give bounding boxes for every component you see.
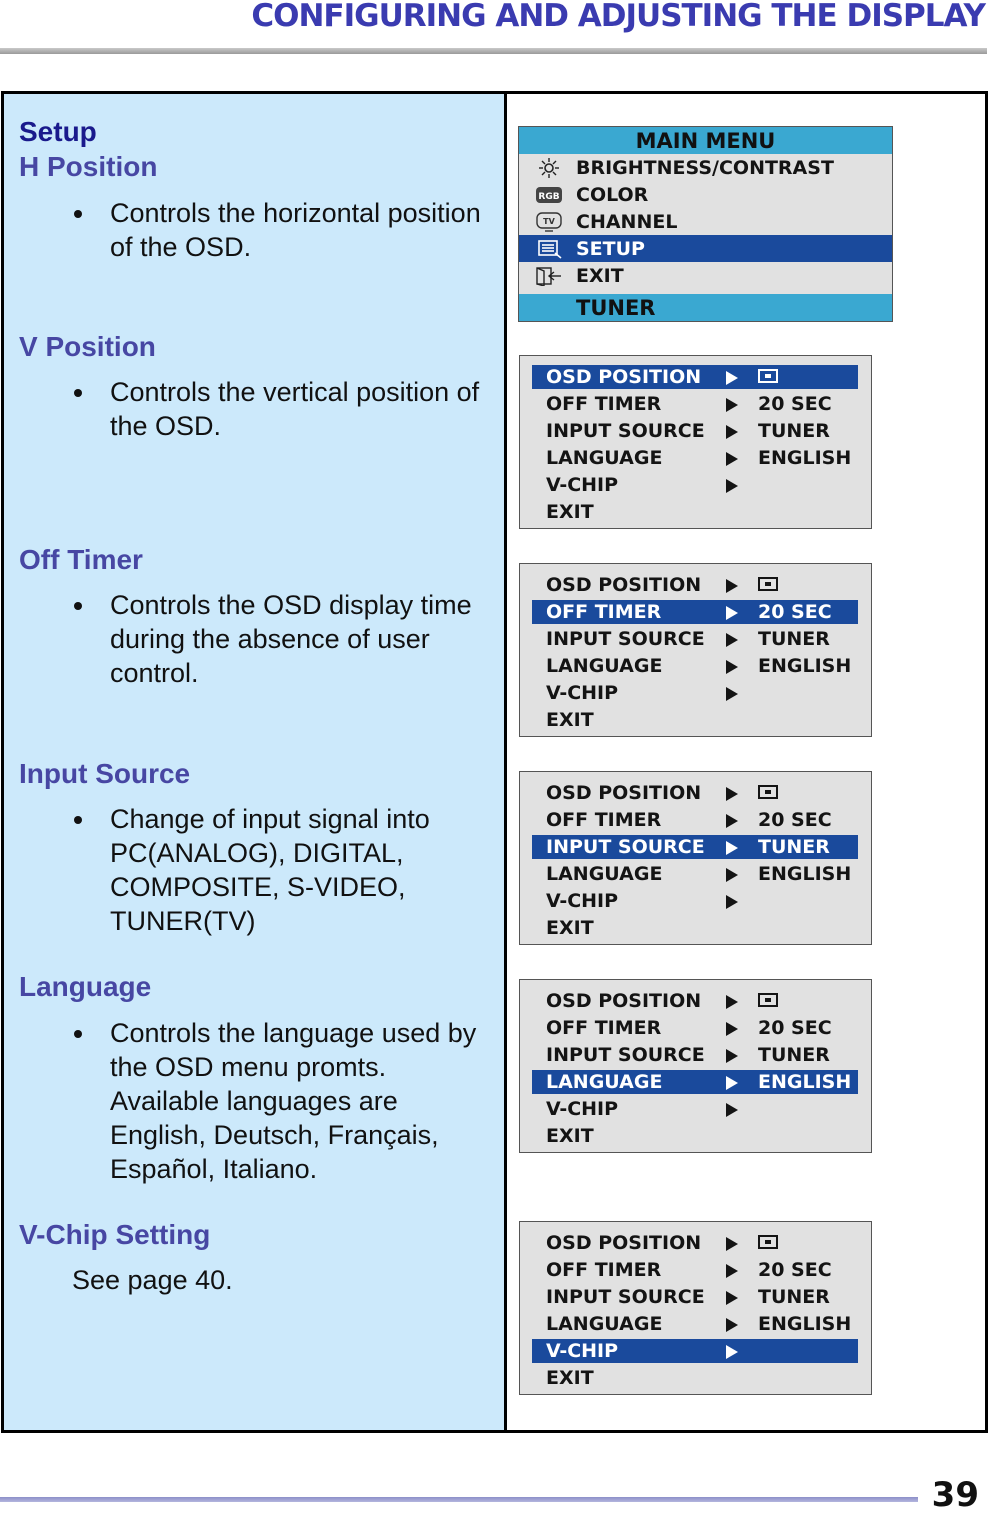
setup-row-label: LANGUAGE bbox=[546, 655, 663, 677]
setup-row-label: V-CHIP bbox=[546, 474, 619, 496]
arrow-right-icon bbox=[726, 1076, 738, 1090]
arrow-right-icon bbox=[726, 1049, 738, 1063]
main-menu-item-channel[interactable]: TV CHANNEL bbox=[519, 208, 892, 235]
setup-row-exit[interactable] bbox=[532, 708, 858, 732]
main-menu-item-setup[interactable]: SETUP bbox=[519, 235, 892, 262]
setup-panel-off-timer bbox=[519, 563, 872, 737]
setup-row-label: LANGUAGE bbox=[546, 1071, 663, 1093]
arrow-right-icon bbox=[726, 1264, 738, 1278]
setup-row-label: LANGUAGE bbox=[546, 447, 663, 469]
main-menu-item-color[interactable]: RGB COLOR bbox=[519, 181, 892, 208]
bullet-dot bbox=[74, 816, 82, 824]
setup-row-off-timer[interactable] bbox=[532, 392, 858, 416]
setup-row-language[interactable] bbox=[532, 862, 858, 886]
h-position-bullet: Controls the horizontal position of the OSD. bbox=[74, 196, 494, 264]
bullet-dot bbox=[74, 389, 82, 397]
setup-row-label: OFF TIMER bbox=[546, 809, 662, 831]
footer-rule bbox=[0, 1497, 918, 1502]
setup-row-off-timer[interactable] bbox=[532, 808, 858, 832]
arrow-right-icon bbox=[726, 787, 738, 801]
arrow-right-icon bbox=[726, 633, 738, 647]
arrow-right-icon bbox=[726, 1345, 738, 1359]
svg-text:TV: TV bbox=[543, 217, 555, 226]
setup-row-label: OFF TIMER bbox=[546, 393, 662, 415]
setup-row-exit[interactable] bbox=[532, 500, 858, 524]
setup-row-value: TUNER bbox=[758, 420, 830, 442]
main-menu-footer: TUNER bbox=[519, 294, 892, 321]
setup-row-label: LANGUAGE bbox=[546, 863, 663, 885]
arrow-right-icon bbox=[726, 995, 738, 1009]
setup-row-label: V-CHIP bbox=[546, 682, 619, 704]
page-number: 39 bbox=[931, 1475, 979, 1515]
setup-panel-v-chip bbox=[519, 1221, 872, 1395]
osd-position-icon bbox=[758, 785, 778, 799]
arrow-right-icon bbox=[726, 841, 738, 855]
arrow-right-icon bbox=[726, 452, 738, 466]
setup-row-language[interactable] bbox=[532, 1312, 858, 1336]
setup-row-value: TUNER bbox=[758, 1044, 830, 1066]
setup-row-value: 20 SEC bbox=[758, 809, 832, 831]
setup-row-label: OFF TIMER bbox=[546, 601, 662, 623]
language-heading: Language bbox=[19, 971, 152, 1002]
arrow-right-icon bbox=[726, 1022, 738, 1036]
setup-row-input-source[interactable] bbox=[532, 419, 858, 443]
setup-row-label: EXIT bbox=[546, 501, 594, 523]
main-menu-item-exit[interactable]: EXIT bbox=[519, 262, 892, 289]
description-column bbox=[4, 94, 507, 1430]
input-source-bullet: Change of input signal into PC(ANALOG), DIGITAL, COMPOSITE, S-VIDEO, TUNER(TV) bbox=[74, 802, 494, 938]
setup-row-value: 20 SEC bbox=[758, 1017, 832, 1039]
setup-row-label: INPUT SOURCE bbox=[546, 420, 705, 442]
page-title: CONFIGURING AND ADJUSTING THE DISPLAY bbox=[251, 0, 985, 34]
main-menu-title: MAIN MENU bbox=[519, 127, 892, 154]
setup-row-v-chip[interactable] bbox=[532, 681, 858, 705]
v-chip-text: See page 40. bbox=[72, 1265, 233, 1295]
setup-row-label: OFF TIMER bbox=[546, 1259, 662, 1281]
setup-panel-language bbox=[519, 979, 872, 1153]
arrow-right-icon bbox=[726, 1318, 738, 1332]
brightness-icon bbox=[535, 158, 563, 178]
setup-row-label: EXIT bbox=[546, 709, 594, 731]
setup-row-label: INPUT SOURCE bbox=[546, 1286, 705, 1308]
setup-row-value: ENGLISH bbox=[758, 1071, 852, 1093]
setup-row-language[interactable] bbox=[532, 1070, 858, 1094]
setup-row-label: OSD POSITION bbox=[546, 990, 702, 1012]
setup-row-v-chip[interactable] bbox=[532, 889, 858, 913]
h-position-heading: H Position bbox=[19, 151, 158, 182]
setup-row-label: EXIT bbox=[546, 917, 594, 939]
arrow-right-icon bbox=[726, 479, 738, 493]
arrow-right-icon bbox=[726, 579, 738, 593]
setup-row-value: TUNER bbox=[758, 628, 830, 650]
setup-row-value: TUNER bbox=[758, 1286, 830, 1308]
setup-row-exit[interactable] bbox=[532, 1366, 858, 1390]
setup-row-language[interactable] bbox=[532, 654, 858, 678]
arrow-right-icon bbox=[726, 687, 738, 701]
setup-row-off-timer[interactable] bbox=[532, 1258, 858, 1282]
setup-row-osd-position[interactable] bbox=[532, 781, 858, 805]
v-position-heading: V Position bbox=[19, 331, 156, 362]
setup-icon bbox=[535, 239, 563, 259]
setup-panel-input-source bbox=[519, 771, 872, 945]
setup-row-label: OSD POSITION bbox=[546, 574, 702, 596]
setup-row-label: LANGUAGE bbox=[546, 1313, 663, 1335]
arrow-right-icon bbox=[726, 1291, 738, 1305]
setup-row-label: OSD POSITION bbox=[546, 1232, 702, 1254]
setup-panel-osd-position bbox=[519, 355, 872, 529]
bullet-dot bbox=[74, 1030, 82, 1038]
bullet-dot bbox=[74, 210, 82, 218]
exit-icon bbox=[535, 266, 563, 286]
setup-row-exit[interactable] bbox=[532, 1124, 858, 1148]
setup-row-label: V-CHIP bbox=[546, 1098, 619, 1120]
title-rule bbox=[0, 48, 987, 54]
setup-row-osd-position[interactable] bbox=[532, 989, 858, 1013]
setup-row-value: ENGLISH bbox=[758, 655, 852, 677]
setup-row-label: EXIT bbox=[546, 1125, 594, 1147]
setup-row-value: 20 SEC bbox=[758, 393, 832, 415]
setup-row-osd-position[interactable] bbox=[532, 1231, 858, 1255]
v-position-bullet: Controls the vertical position of the OSD. bbox=[74, 375, 494, 443]
setup-row-input-source[interactable] bbox=[532, 1285, 858, 1309]
arrow-right-icon bbox=[726, 868, 738, 882]
main-menu-panel bbox=[518, 126, 893, 322]
setup-row-label: V-CHIP bbox=[546, 1340, 619, 1362]
setup-row-label: INPUT SOURCE bbox=[546, 836, 705, 858]
arrow-right-icon bbox=[726, 606, 738, 620]
setup-row-value: TUNER bbox=[758, 836, 830, 858]
setup-row-osd-position[interactable] bbox=[532, 365, 858, 389]
bullet-dot bbox=[74, 602, 82, 610]
setup-heading: Setup bbox=[19, 116, 97, 147]
setup-row-value: ENGLISH bbox=[758, 863, 852, 885]
setup-row-input-source[interactable] bbox=[532, 835, 858, 859]
setup-row-v-chip[interactable] bbox=[532, 1339, 858, 1363]
setup-row-label: V-CHIP bbox=[546, 890, 619, 912]
setup-row-osd-position[interactable] bbox=[532, 573, 858, 597]
setup-row-value: ENGLISH bbox=[758, 1313, 852, 1335]
arrow-right-icon bbox=[726, 814, 738, 828]
arrow-right-icon bbox=[726, 895, 738, 909]
setup-row-label: OFF TIMER bbox=[546, 1017, 662, 1039]
osd-position-icon bbox=[758, 1235, 778, 1249]
setup-row-input-source[interactable] bbox=[532, 1043, 858, 1067]
off-timer-bullet: Controls the OSD display time during the absence of user control. bbox=[74, 588, 494, 690]
arrow-right-icon bbox=[726, 425, 738, 439]
setup-row-off-timer[interactable] bbox=[532, 1016, 858, 1040]
arrow-right-icon bbox=[726, 1237, 738, 1251]
setup-row-value: 20 SEC bbox=[758, 601, 832, 623]
off-timer-heading: Off Timer bbox=[19, 544, 143, 575]
v-chip-heading: V-Chip Setting bbox=[19, 1219, 211, 1250]
setup-row-v-chip[interactable] bbox=[532, 1097, 858, 1121]
setup-row-label: EXIT bbox=[546, 1367, 594, 1389]
svg-text:RGB: RGB bbox=[538, 192, 560, 202]
osd-position-icon bbox=[758, 577, 778, 591]
arrow-right-icon bbox=[726, 371, 738, 385]
setup-row-exit[interactable] bbox=[532, 916, 858, 940]
setup-row-off-timer[interactable] bbox=[532, 600, 858, 624]
arrow-right-icon bbox=[726, 1103, 738, 1117]
rgb-icon bbox=[535, 185, 563, 205]
input-source-heading: Input Source bbox=[19, 758, 191, 789]
osd-position-icon bbox=[758, 369, 778, 383]
setup-row-label: OSD POSITION bbox=[546, 782, 702, 804]
language-bullet: Controls the language used by the OSD menu promts. Available languages are English, Deutsch, Français, Español, Italiano. bbox=[74, 1016, 494, 1186]
setup-row-label: OSD POSITION bbox=[546, 366, 702, 388]
arrow-right-icon bbox=[726, 660, 738, 674]
setup-row-label: INPUT SOURCE bbox=[546, 628, 705, 650]
setup-row-language[interactable] bbox=[532, 446, 858, 470]
setup-row-v-chip[interactable] bbox=[532, 473, 858, 497]
setup-row-value: 20 SEC bbox=[758, 1259, 832, 1281]
tv-icon bbox=[535, 212, 563, 232]
setup-row-label: INPUT SOURCE bbox=[546, 1044, 705, 1066]
osd-position-icon bbox=[758, 993, 778, 1007]
arrow-right-icon bbox=[726, 398, 738, 412]
main-menu-item-brightness[interactable]: BRIGHTNESS/CONTRAST bbox=[519, 154, 892, 181]
setup-row-input-source[interactable] bbox=[532, 627, 858, 651]
setup-row-value: ENGLISH bbox=[758, 447, 852, 469]
